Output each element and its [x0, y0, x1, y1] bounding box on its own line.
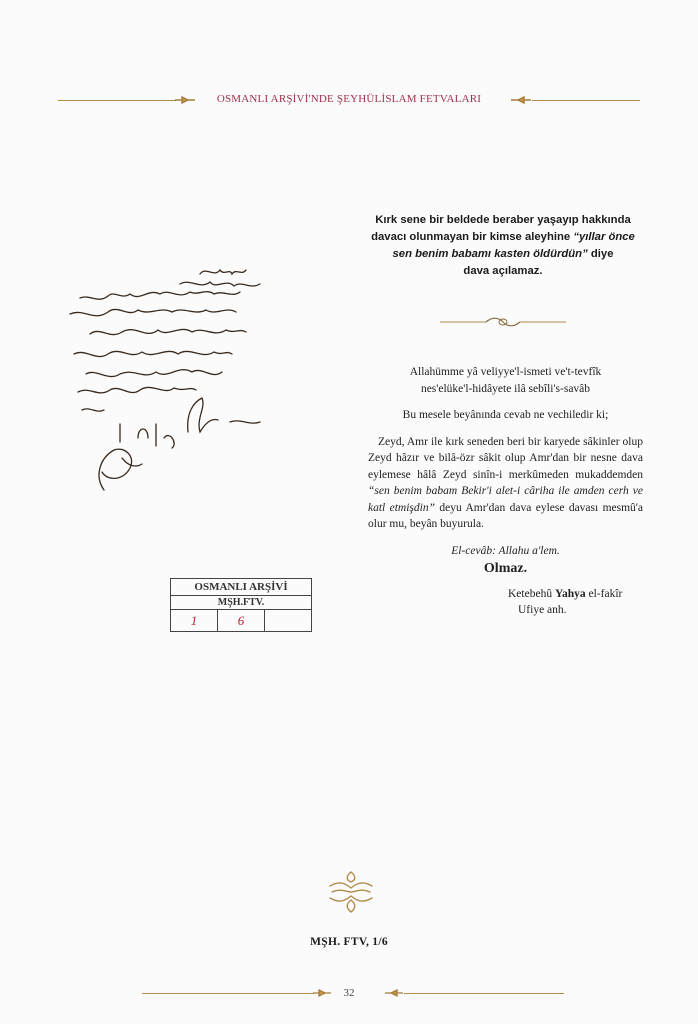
manuscript-image — [60, 262, 290, 502]
summary-quote-1: “yıllar önce — [573, 231, 635, 243]
signature-line-2: Ufiye anh. — [518, 604, 567, 616]
summary-line-1: Kırk sene bir beldede beraber yaşayıp hakkında — [375, 214, 631, 226]
question-quote: “sen benim babam Bekir'i alet-i câriha ile amden cerh ve katl etmişdin” — [368, 485, 643, 514]
summary-line-3 — [358, 246, 648, 263]
summary-quote-2: sen benim babamı kasten öldürdün” — [392, 248, 588, 260]
signature-line-1 — [368, 586, 643, 603]
signature-suffix: el-fakîr — [585, 587, 623, 600]
invocation-line-2: nes'elüke'l-hidâyete ilâ sebîli's-savâb — [420, 382, 591, 395]
summary-line-4: dava açılamaz. — [463, 265, 543, 277]
signature-name: Yahya — [554, 587, 586, 600]
footer-right-ornament-icon — [384, 988, 404, 998]
signature-prefix: Ketebehû — [508, 587, 555, 600]
summary-line-2 — [358, 229, 648, 246]
question-body — [368, 434, 643, 533]
invocation-line-1: Allahümme yâ veliyye'l-ismeti ve't-tevfîk — [409, 366, 602, 378]
stamp-cell-3 — [265, 610, 311, 631]
question-body-part-2: deyu Amr'dan dava eylese davası mesmû'a olur mu, beyân buyurula. — [368, 501, 643, 530]
answer-intro: El-cevâb: Allahu a'lem. — [451, 544, 560, 557]
stamp-cell-2: 6 — [218, 610, 265, 631]
question-body-part-1: Zeyd, Amr ile kırk seneden beri bir karyede sâkinler olup Zeyd hâzır ve bilâ-özr sâkit olup Amr'dan bir nesne dava eylemese hâlâ Zeyd sinîn-i merkûmeden mukaddemden — [368, 435, 643, 481]
answer: Olmaz. — [483, 561, 528, 576]
stamp-archive-name: OSMANLI ARŞİVİ — [171, 579, 311, 596]
header-right-ornament-icon — [510, 95, 532, 105]
fetva-text — [368, 364, 643, 619]
stamp-fond-code: MŞH.FTV. — [171, 596, 311, 610]
summary-line-3-text: diye — [587, 248, 614, 260]
fatwa-summary — [358, 212, 648, 280]
question-intro: Bu mesele beyânında cevab ne vechiledir ki; — [402, 409, 609, 421]
stamp-cell-1: 1 — [171, 610, 218, 631]
flourish-ornament-icon — [326, 870, 376, 914]
header-title: OSMANLI ARŞİVİ'NDE ŞEYHÜLİSLAM FETVALARI — [216, 93, 482, 105]
footer-rule-right — [404, 993, 564, 994]
header-rule-right — [532, 100, 640, 101]
stamp-number-row — [171, 610, 311, 631]
archive-reference: MŞH. FTV, 1/6 — [310, 936, 388, 948]
divider-ornament-icon — [440, 315, 566, 329]
archive-stamp — [170, 578, 312, 632]
page-number: 32 — [343, 987, 355, 999]
summary-line-2-text: davacı olunmayan bir kimse aleyhine — [371, 231, 574, 243]
